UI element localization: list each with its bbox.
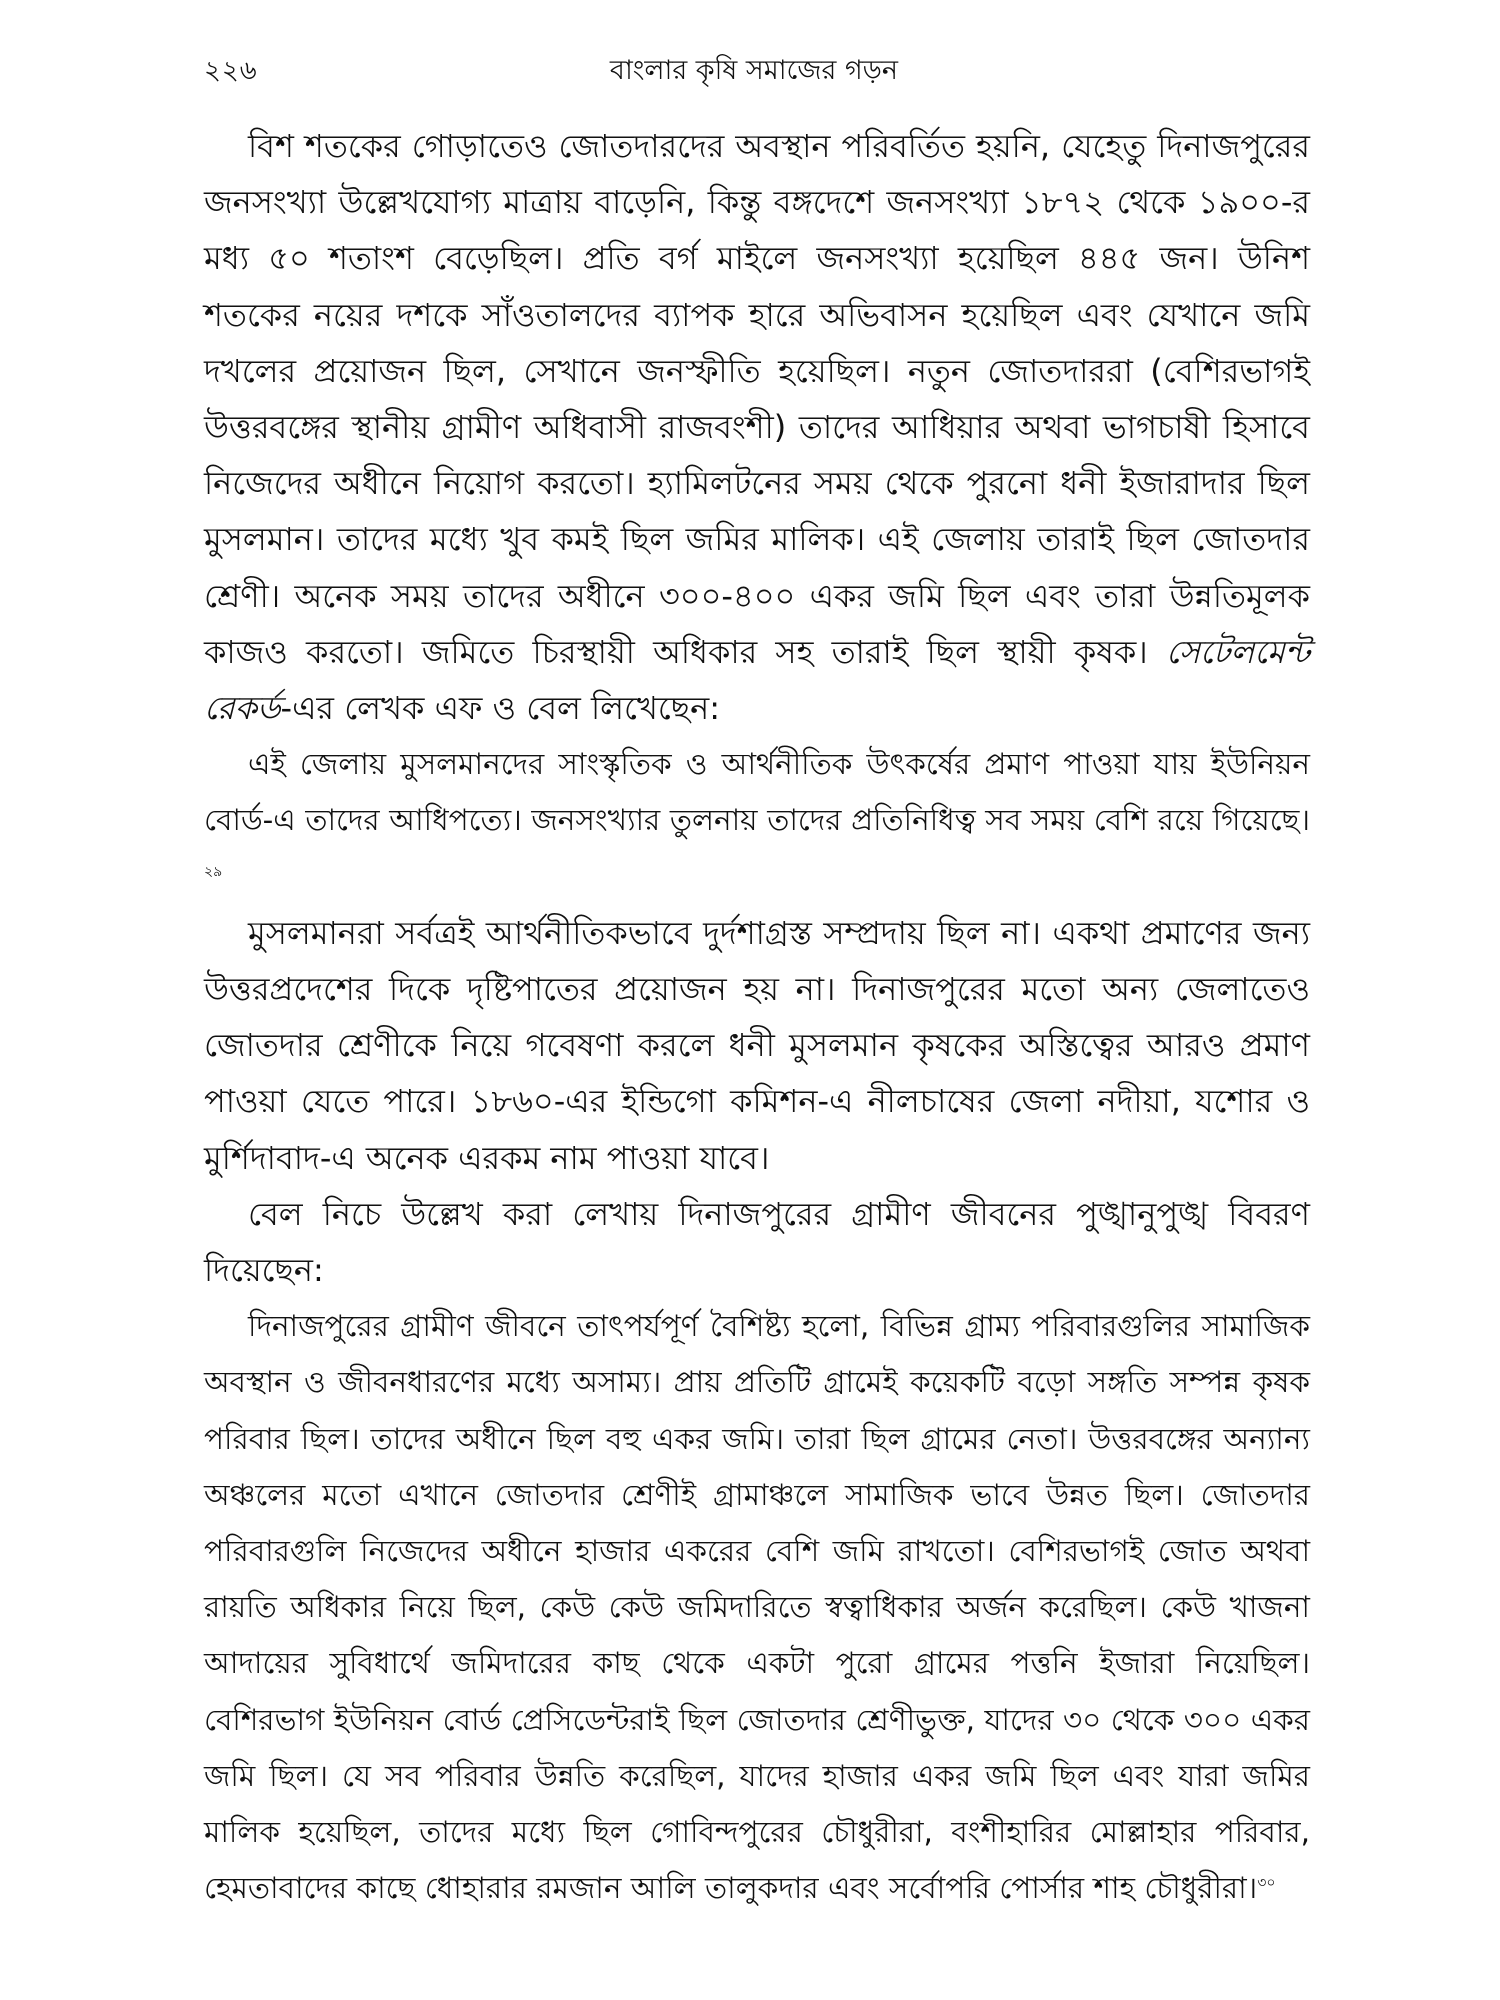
paragraph-1-italic-title: সেটেলমেন্ট রেকর্ড [204,632,1310,728]
footnote-ref-30: ৩০ [1257,1875,1276,1892]
body-text [204,118,1310,1917]
page-number: ২২৬ [204,56,258,86]
block-quote-2-text: দিনাজপুরের গ্রামীণ জীবনে তাৎপর্যপূর্ণ বৈশিষ্ট্য হলো, বিভিন্ন গ্রাম্য পরিবারগুলির সামাজিক অবস্থান ও জীবনধারণের মধ্যে অসাম্য। প্রায় প্রতিটি গ্রামেই কয়েকটি বড়ো সঙ্গতি সম্পন্ন কৃষক পরিবার ছিল। তাদের অধীনে ছিল বহু একর জমি। তারা ছিল গ্রামের নেতা। উত্তরবঙ্গের অন্যান্য অঞ্চলের মতো এখানে জোতদার শ্রেণীই গ্রামাঞ্চলে সামাজিক ভাবে উন্নত ছিল। জোতদার পরিবারগুলি নিজেদের অধীনে হাজার একরের বেশি জমি রাখতো। বেশিরভাগই জোত অথবা রায়তি অধিকার নিয়ে ছিল, কেউ কেউ জমিদারিতে স্বত্বাধিকার অর্জন করেছিল। কেউ খাজনা আদায়ের সুবিধার্থে জমিদারের কাছ থেকে একটা পুরো গ্রামের পত্তনি ইজারা নিয়েছিল। বেশিরভাগ ইউনিয়ন বোর্ড প্রেসিডেন্টরাই ছিল জোতদার শ্রেণীভুক্ত, যাদের ৩০ থেকে ৩০০ একর জমি ছিল। যে সব পরিবার উন্নতি করেছিল, যাদের হাজার একর জমি ছিল এবং যারা জমির মালিক হয়েছিল, তাদের মধ্যে ছিল গোবিন্দপুরের চৌধুরীরা, বংশীহারির মোল্লাহার পরিবার, হেমতাবাদের কাছে ধোহারার রমজান আলি তালুকদার এবং সর্বোপরি পোর্সার শাহ চৌধুরীরা। [204,1309,1310,1906]
block-quote-1-text: এই জেলায় মুসলমানদের সাংস্কৃতিক ও আর্থনীতিক উৎকর্ষের প্রমাণ পাওয়া যায় ইউনিয়ন বোর্ড-এ তাদের আধিপত্যে। জনসংখ্যার তুলনায় তাদের প্রতিনিধিত্ব সব সময় বেশি রয়ে গিয়েছে। [204,747,1310,838]
paragraph-3: বেল নিচে উল্লেখ করা লেখায় দিনাজপুরের গ্রামীণ জীবনের পুঙ্খানুপুঙ্খ বিবরণ দিয়েছেন: [204,1194,1310,1290]
paragraph-1-text-b: -এর লেখক এফ ও বেল লিখেছেন: [280,689,721,728]
paragraph-1 [204,118,1310,736]
paragraph-2: মুসলমানরা সর্বত্রই আর্থনীতিকভাবে দুর্দশাগ্রস্ত সম্প্রদায় ছিল না। একথা প্রমাণের জন্য উত্তরপ্রদেশের দিকে দৃষ্টিপাতের প্রয়োজন হয় না। দিনাজপুরের মতো অন্য জেলাতেও জোতদার শ্রেণীকে নিয়ে গবেষণা করলে ধনী মুসলমান কৃষকের অস্তিত্বের আরও প্রমাণ পাওয়া যেতে পারে। ১৮৬০-এর ইন্ডিগো কমিশন-এ নীলচাষের জেলা নদীয়া, যশোর ও মুর্শিদাবাদ-এ অনেক এরকম নাম পাওয়া যাবে। [204,913,1310,1177]
paragraph-1-text-a: বিশ শতকের গোড়াতেও জোতদারদের অবস্থান পরিবর্তিত হয়নি, যেহেতু দিনাজপুরের জনসংখ্যা উল্লেখযোগ্য মাত্রায় বাড়েনি, কিন্তু বঙ্গদেশে জনসংখ্যা ১৮৭২ থেকে ১৯০০-র মধ্য ৫০ শতাংশ বেড়েছিল। প্রতি বর্গ মাইলে জনসংখ্যা হয়েছিল ৪৪৫ জন। উনিশ শতকের নয়ের দশকে সাঁওতালদের ব্যাপক হারে অভিবাসন হয়েছিল এবং যেখানে জমি দখলের প্রয়োজন ছিল, সেখানে জনস্ফীতি হয়েছিল। নতুন জোতদাররা (বেশিরভাগই উত্তরবঙ্গের স্থানীয় গ্রামীণ অধিবাসী রাজবংশী) তাদের আধিয়ার অথবা ভাগচাষী হিসাবে নিজেদের অধীনে নিয়োগ করতো। হ্যামিলটনের সময় থেকে পুরনো ধনী ইজারাদার ছিল মুসলমান। তাদের মধ্যে খুব কমই ছিল জমির মালিক। এই জেলায় তারাই ছিল জোতদার শ্রেণী। অনেক সময় তাদের অধীনে ৩০০-৪০০ একর জমি ছিল এবং তারা উন্নতিমূলক কাজও করতো। জমিতে চিরস্থায়ী অধিকার সহ তারাই ছিল স্থায়ী কৃষক। [204,127,1310,671]
block-quote-2 [204,1298,1310,1916]
running-title: বাংলার কৃষি সমাজের গড়ন [609,55,899,86]
block-quote-1 [204,736,1310,905]
running-head [204,46,1304,96]
footnote-ref-29: ২৯ [204,863,223,880]
